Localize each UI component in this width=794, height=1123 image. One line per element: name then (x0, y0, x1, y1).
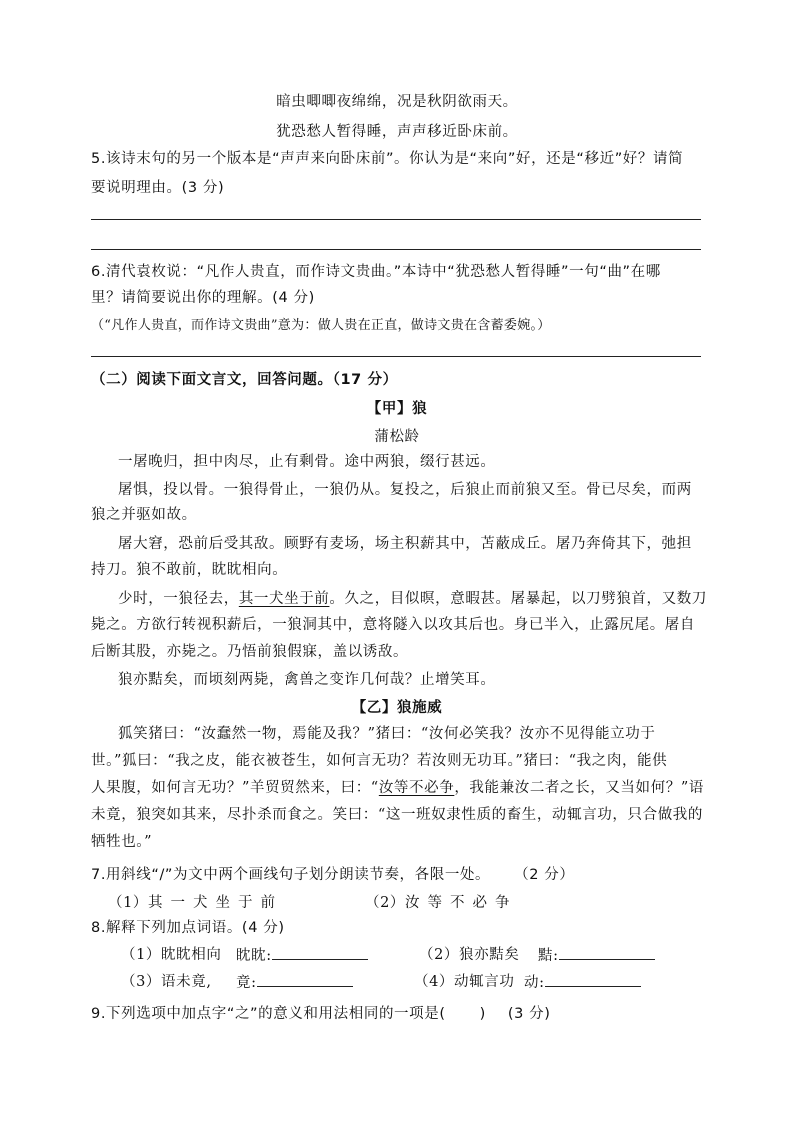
question-7-text: 7.用斜线“/”为文中两个画线句子划分朗读节奏，各限一处。 (91, 867, 491, 883)
underlined-sentence: 其一犬坐于前 (238, 591, 330, 607)
passage-b-line-2: 世。”狐曰：“我之皮，能衣被苍生，如何言无功？若汝则无功耳。”猪曰：“我之肉，能供 (91, 753, 668, 769)
question-7 (91, 865, 575, 885)
question-8-item-3: （3）语未竟, (121, 974, 212, 990)
question-8-item-3-answer (236, 972, 353, 993)
passage-a-paragraph-1: 一屠晚归，担中肉尽，止有剩骨。途中两狼，缀行甚远。 (118, 454, 496, 470)
passage-a-paragraph-2-line-2: 狼之并驱如故。 (91, 507, 197, 523)
item-number: （1） (108, 895, 149, 911)
question-6-line-2: 里？请简要说出你的理解。(4 分) (91, 290, 315, 306)
poem-line-1: 暗虫唧唧夜绵绵，况是秋阴欲雨天。 (276, 94, 518, 110)
question-9-close: ) (479, 1006, 486, 1022)
passage-a-paragraph-3-line-2: 持刀。狼不敢前，眈眈相向。 (91, 562, 288, 578)
passage-a-paragraph-4-line-1 (118, 589, 707, 609)
answer-line[interactable] (91, 219, 701, 220)
item-text: 其一犬坐于前 (148, 895, 284, 911)
question-7-item-1 (108, 893, 283, 913)
underlined-sentence: 汝等不必争 (378, 780, 455, 796)
question-8: 8.解释下列加点词语。(4 分) (91, 920, 285, 936)
word-label: 动: (524, 975, 545, 991)
question-7-score: （2 分） (514, 867, 575, 883)
item-text: 汝等不必争 (405, 895, 518, 911)
question-8-item-1: （1）眈眈相向 (121, 947, 222, 963)
question-5-line-2: 要说明理由。(3 分) (91, 180, 225, 196)
question-9-text: 9.下列选项中加点字“之”的意义和用法相同的一项是( (91, 1006, 446, 1022)
passage-b-line-4: 未竟，狼突如其来，尽扑杀而食之。笑曰：“这一班奴隶性质的畜生，动辄言功，只合做我的 (91, 807, 704, 823)
text-segment: ，我能兼汝二者之长，又当如何？”语 (454, 780, 704, 796)
answer-blank[interactable] (545, 972, 641, 987)
question-9 (91, 1004, 551, 1024)
word-label: 眈眈: (236, 948, 272, 964)
section-heading: （二）阅读下面文言文，回答问题。（17 分） (91, 372, 398, 388)
word-label: 竟: (236, 975, 257, 991)
passage-b-title: 【乙】狼施威 (351, 699, 443, 716)
question-7-item-2 (365, 893, 518, 913)
passage-b-line-1: 狐笑猪曰：“汝蠢然一物，焉能及我？”猪曰：“汝何必笑我？汝亦不见得能立功于 (118, 726, 656, 742)
answer-blank[interactable] (559, 945, 655, 960)
word-label: 黠: (538, 948, 559, 964)
poem-line-2: 犹恐愁人暂得睡，声声移近卧床前。 (276, 124, 518, 140)
text-segment: 人果腹，如何言无功？”羊贸贸然来，曰：“ (91, 780, 379, 796)
answer-blank[interactable] (257, 972, 353, 987)
passage-a-title: 【甲】狼 (366, 400, 428, 417)
question-5-line-1: 5.该诗末句的另一个版本是“声声来向卧床前”。你认为是“来向”好，还是“移近”好？请简 (91, 151, 684, 167)
answer-line[interactable] (91, 249, 701, 250)
passage-a-paragraph-5: 狼亦黠矣，而顷刻两毙，禽兽之变诈几何哉？止增笑耳。 (118, 672, 496, 688)
text-segment: 。久之，目似暝，意暇甚。屠暴起，以刀劈狼首，又数刀 (329, 591, 707, 607)
answer-blank[interactable] (272, 945, 368, 960)
question-8-item-4-answer (524, 972, 641, 993)
question-9-score: (3 分) (507, 1006, 551, 1022)
question-6-line-1: 6.清代袁枚说：“凡作人贵直，而作诗文贵曲。”本诗中“犹恐愁人暂得睡”一句“曲”在哪 (91, 264, 661, 280)
passage-b-line-5: 牺牲也。” (91, 834, 153, 850)
passage-a-paragraph-4-line-2: 毙之。方欲行转视积薪后，一狼洞其中，意将隧入以攻其后也。身已半入，止露尻尾。屠自 (91, 617, 695, 633)
text-segment: 少时，一狼径去， (118, 591, 239, 607)
passage-a-author: 蒲松龄 (374, 429, 420, 445)
question-8-item-4: （4）动辄言功 (414, 974, 515, 990)
passage-a-paragraph-4-line-3: 后断其股，亦毙之。乃悟前狼假寐，盖以诱敌。 (91, 644, 409, 660)
question-8-item-2-answer (538, 945, 655, 966)
item-number: （2） (365, 895, 406, 911)
answer-line[interactable] (91, 356, 701, 357)
passage-a-paragraph-3-line-1: 屠大窘，恐前后受其敌。顾野有麦场，场主积薪其中，苫蔽成丘。屠乃奔倚其下，弛担 (118, 536, 692, 552)
question-8-item-1-answer (236, 945, 368, 966)
passage-a-paragraph-2-line-1: 屠惧，投以骨。一狼得骨止，一狼仍从。复投之，后狼止而前狼又至。骨已尽矣，而两 (118, 482, 692, 498)
question-6-note: （“凡作人贵直，而作诗文贵曲”意为：做人贵在正直，做诗文贵在含蓄委婉。） (91, 318, 551, 333)
question-8-item-2: （2）狼亦黠矣 (419, 947, 520, 963)
passage-b-line-3 (91, 778, 704, 798)
